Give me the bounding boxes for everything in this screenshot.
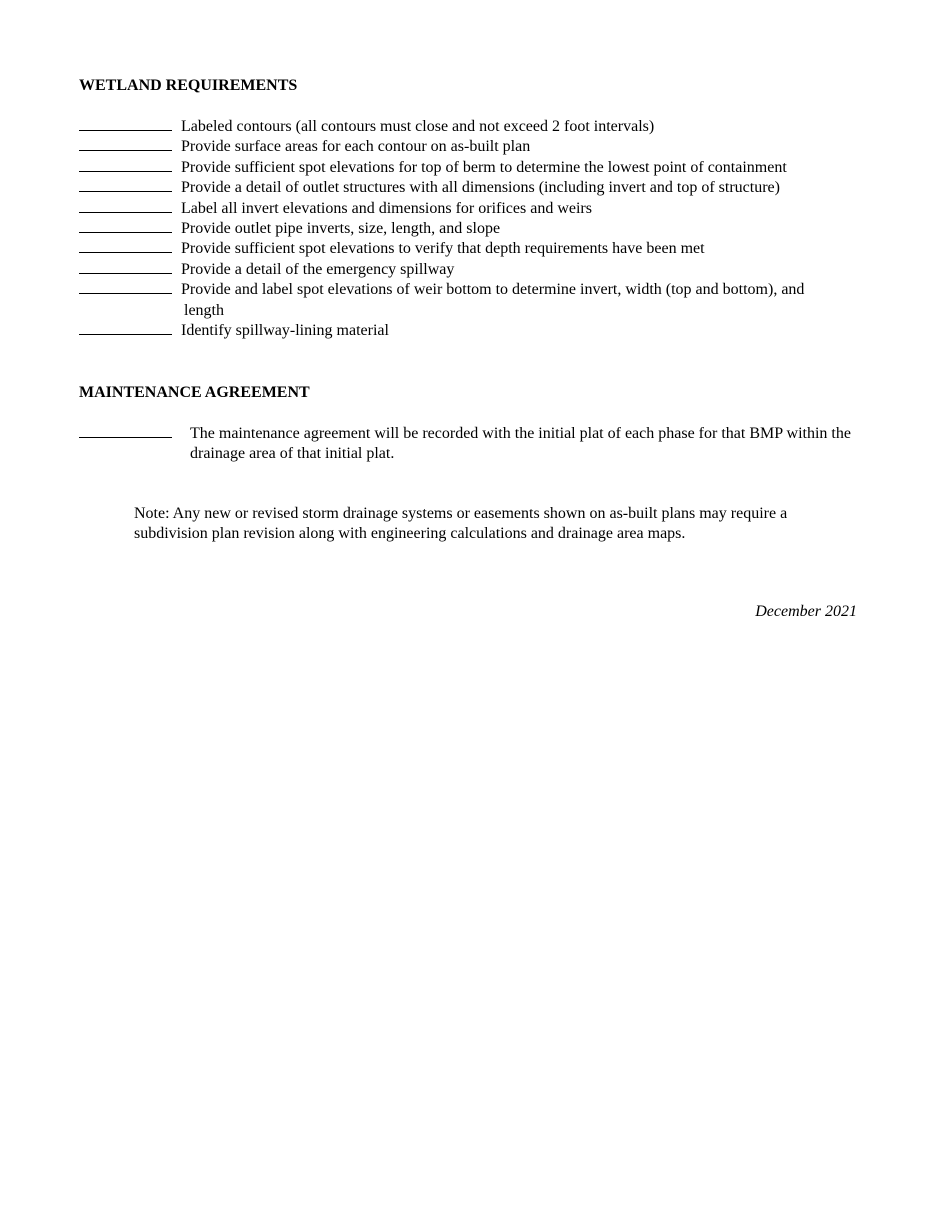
- checklist-item: [79, 137, 899, 157]
- checklist-item-text: Label all invert elevations and dimensions for orifices and weirs: [181, 199, 592, 217]
- checklist-item: [79, 158, 899, 178]
- checkoff-blank-line: [79, 219, 172, 233]
- checkoff-blank-line: [79, 280, 172, 294]
- maintenance-agreement-item: [79, 424, 899, 465]
- checklist-item: [79, 280, 899, 321]
- checklist-item-continuation: length: [184, 301, 224, 319]
- checklist-item: [79, 178, 899, 198]
- maintenance-agreement-text: The maintenance agreement will be recorded with the initial plat of each phase for that BMP within the drainage area of that initial plat.: [190, 425, 851, 463]
- checklist-item: [79, 219, 899, 239]
- checklist-item: [79, 260, 899, 280]
- checklist-item: [79, 321, 899, 341]
- maintenance-agreement-heading: MAINTENANCE AGREEMENT: [79, 384, 310, 401]
- checklist-item-text: Provide a detail of outlet structures with all dimensions (including invert and top of structure): [181, 179, 780, 197]
- checklist-item-text: Provide a detail of the emergency spillway: [181, 260, 455, 278]
- checkoff-blank-line: [79, 117, 172, 131]
- checkoff-blank-line: [79, 137, 172, 151]
- checklist-item-text: Provide outlet pipe inverts, size, length, and slope: [181, 220, 501, 238]
- checkoff-blank-line: [79, 158, 172, 172]
- revision-date: December 2021: [755, 603, 857, 620]
- checkoff-blank-line: [79, 239, 172, 253]
- checklist-item-text: Provide and label spot elevations of weir bottom to determine invert, width (top and bottom), and length: [181, 280, 899, 321]
- checkoff-blank-line: [79, 178, 172, 192]
- checklist-item-text: Provide sufficient spot elevations for top of berm to determine the lowest point of containment: [181, 158, 787, 176]
- checklist-item: [79, 117, 899, 137]
- wetland-requirements-heading: WETLAND REQUIREMENTS: [79, 77, 298, 94]
- checkoff-blank-line: [79, 199, 172, 213]
- checklist-item-text: Labeled contours (all contours must close and not exceed 2 foot intervals): [181, 118, 655, 135]
- checklist-item-text: Provide surface areas for each contour on as-built plan: [181, 138, 531, 156]
- wetland-checklist: [79, 117, 899, 341]
- checklist-item: [79, 239, 899, 259]
- checkoff-blank-line: [79, 321, 172, 335]
- checklist-item: [79, 199, 899, 219]
- checklist-item-text: Identify spillway-lining material: [181, 322, 389, 340]
- checkoff-blank-line: [79, 260, 172, 274]
- checkoff-blank-line: [79, 424, 172, 438]
- note-paragraph: Note: Any new or revised storm drainage systems or easements shown on as-built plans may require a subdivision plan revision along with engineering calculations and drainage area maps.: [134, 505, 788, 543]
- checklist-item-text: Provide sufficient spot elevations to verify that depth requirements have been met: [181, 240, 705, 258]
